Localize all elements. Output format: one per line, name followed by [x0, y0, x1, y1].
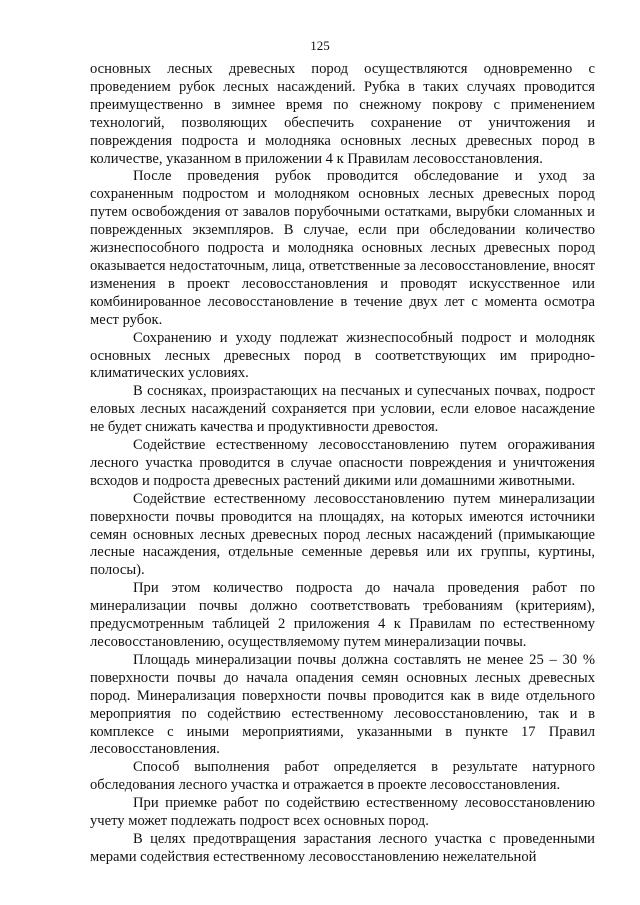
paragraph-7: При этом количество подроста до начала проведения работ по минерализации почвы должно соответствовать требованиям (критериям), предусмотренным таблицей 2 приложения 4 к Правилам по естественному лесовосстановлению, осуществляемому путем минерализации почвы.: [90, 580, 595, 650]
paragraph-2: После проведения рубок проводится обследование и уход за сохраненным подростом и молодняком основных лесных древесных пород путем освобождения от завалов порубочными остатками, вырубки сломанных и поврежденных экземпляров. В случае, если при обследовании количество жизнеспособного подроста и молодняка основных лесных древесных пород оказывается недостаточным, лица, ответственные за лесовосстановление, вносят изменения в проект лесовосстановления и проводят искусственное или комбинированное лесовосстановление в течение двух лет с момента осмотра мест рубок.: [90, 168, 595, 328]
paragraph-10: При приемке работ по содействию естественному лесовосстановлению учету может подлежать подрост всех основных пород.: [90, 795, 595, 830]
paragraph-4: В сосняках, произрастающих на песчаных и супесчаных почвах, подрост еловых лесных насаждений сохраняется при условии, если еловое насаждение не будет снижать качества и продуктивности древостоя.: [90, 383, 595, 436]
paragraph-6: Содействие естественному лесовосстановлению путем минерализации поверхности почвы проводится на площадях, на которых имеются источники семян основных лесных древесных пород лесных насаждений (примыкающие лесные насаждения, отдельные семенные деревья или их группы, куртины, полосы).: [90, 490, 595, 579]
paragraph-1: основных лесных древесных пород осуществляются одновременно с проведением рубок лесных насаждений. Рубка в таких случаях проводится преимущественно в зимнее время по снежному покрову с применением технологий, позволяющих обеспечить сохранение от уничтожения и повреждения подроста и молодняка основных лесных древесных пород в количестве, указанном в приложении 4 к Правилам лесовосстановления.: [90, 61, 595, 167]
paragraph-3: Сохранению и уходу подлежат жизнеспособный подрост и молодняк основных лесных древесных пород в соответствующих им природно-климатических условиях.: [90, 329, 595, 382]
paragraph-5: Содействие естественному лесовосстановлению путем огораживания лесного участка проводится в случае опасности повреждения и уничтожения всходов и подроста древесных растений дикими или домашними животными.: [90, 437, 595, 489]
document-body: [90, 61, 595, 867]
page-number: 125: [310, 38, 330, 53]
paragraph-8: Площадь минерализации почвы должна составлять не менее 25 – 30 % поверхности почвы до начала опадения семян основных лесных древесных пород. Минерализация поверхности почвы проводится как в виде отдельного мероприятия по содействию естественному лесовосстановлению, так и в комплексе с иными мероприятиями, указанными в пункте 17 Правил лесовосстановления.: [90, 651, 595, 758]
paragraph-9: Способ выполнения работ определяется в результате натурного обследования лесного участка и отражается в проекте лесовосстановления.: [90, 759, 595, 794]
paragraph-11: В целях предотвращения зарастания лесного участка с проведенными мерами содействия естественному лесовосстановлению нежелательной: [90, 830, 595, 865]
